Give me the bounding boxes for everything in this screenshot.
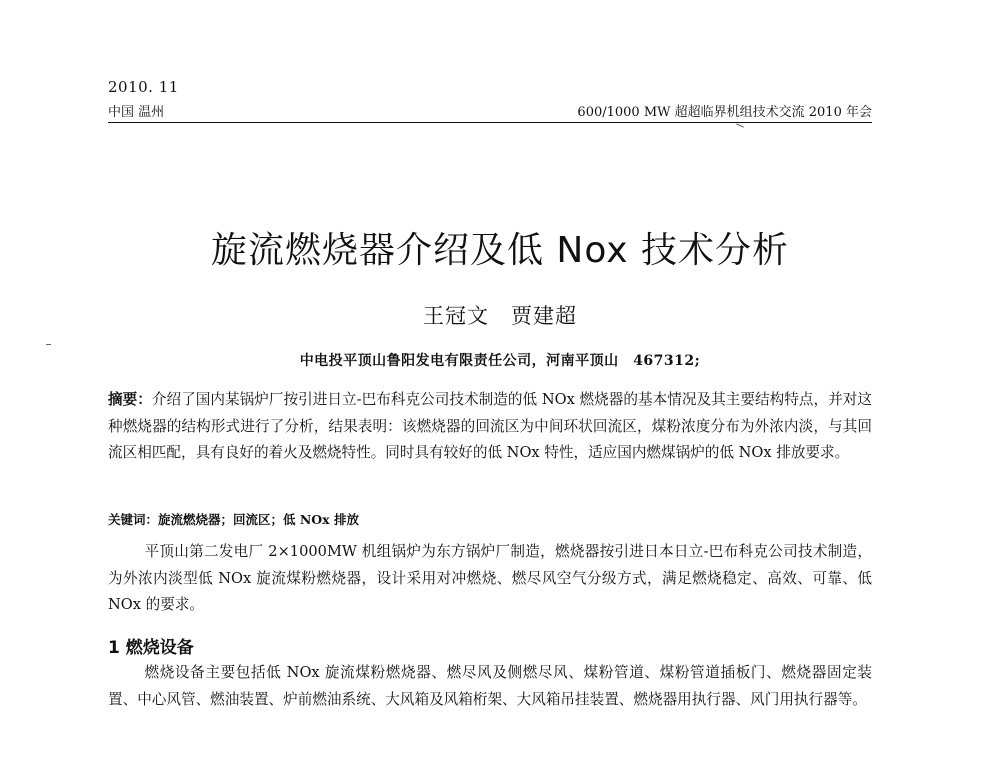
page-header (108, 78, 872, 124)
authors: 王冠文 贾建超 (423, 304, 577, 328)
abstract-text: 介绍了国内某锅炉厂按引进日立-巴布科克公司技术制造的低 NOx 燃烧器的基本情况及其主要结构特点，并对这种燃烧器的结构形式进行了分析，结果表明：该燃烧器的回流区为中间环状回流区，煤粉浓度分布为外浓内淡，与其回流区相匹配，具有良好的着火及燃烧特性。同时具有较好的低 NOx 特性，适应国内燃煤锅炉的低 NOx 排放要求。 (108, 391, 872, 461)
header-date: 2010. 11 (108, 78, 179, 96)
body-paragraph: 平顶山第二发电厂 2×1000MW 机组锅炉为东方锅炉厂制造，燃烧器按引进日本日立-巴布科克公司技术制造，为外浓内淡型低 NOx 旋流煤粉燃烧器，设计采用对冲燃烧、燃尽风空气分级方式，满足燃烧稳定、高效、可靠、低 NOx 的要求。 (108, 543, 872, 613)
abstract (108, 387, 872, 467)
scan-mark (46, 344, 51, 345)
keywords-text: 旋流燃烧器；回流区；低 NOx 排放 (158, 512, 359, 527)
body-paragraph: 燃烧设备主要包括低 NOx 旋流煤粉燃烧器、燃尽风及侧燃尽风、煤粉管道、煤粉管道插板门、燃烧器固定装置、中心风管、燃油装置、炉前燃油系统、大风箱及风箱桁架、大风箱吊挂装置、燃烧器用执行器、风门用执行器等。 (108, 664, 872, 708)
header-place: 中国 温州 (108, 105, 165, 120)
abstract-label: 摘要： (108, 391, 152, 408)
section-heading: 1 燃烧设备 (108, 638, 194, 658)
header-conference: 600/1000 MW 超超临界机组技术交流 2010 年会 (577, 105, 872, 120)
keywords (108, 510, 872, 528)
keywords-label: 关键词： (108, 512, 159, 527)
paper-title: 旋流燃烧器介绍及低 Nox 技术分析 (210, 230, 790, 271)
affiliation: 中电投平顶山鲁阳发电有限责任公司，河南平顶山 467312; (299, 353, 701, 369)
header-rule (108, 122, 872, 123)
